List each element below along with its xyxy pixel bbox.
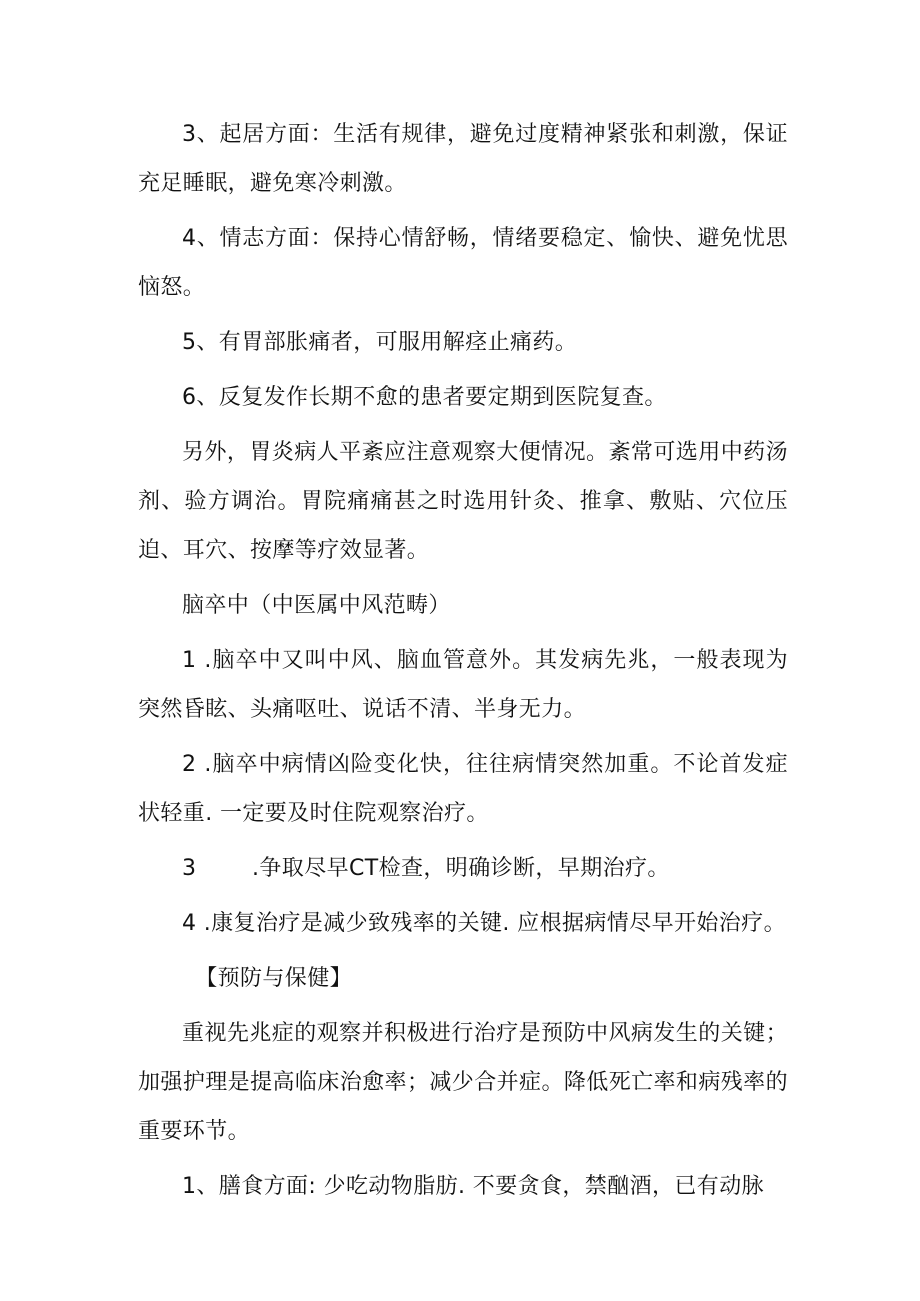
paragraph-stroke-item-2: 2 .脑卒中病情凶险变化快，往往病情突然加重。不论首发症状轻重. 一定要及时住院观察治疗。 [138,752,788,826]
paragraph-stroke-item-1: 1 .脑卒中又叫中风、脑血管意外。其发病先兆，一般表现为突然昏眩、头痛呕吐、说话不清、半身无力。 [138,648,788,722]
paragraph-stroke-item-3 [138,844,788,893]
document-body [138,110,788,1217]
section-heading-prevention: 【预防与保健】 [195,966,352,991]
paragraph-stomach-pain: 5、有胃部胀痛者，可服用解痉止痛药。 [182,330,578,355]
paragraph-stroke-item-4: 4 .康复治疗是减少致残率的关键. 应根据病情尽早开始治疗。 [182,911,786,936]
paragraph-prevention-intro: 重视先兆症的观察并积极进行治疗是预防中风病发生的关键；加强护理是提高临床治愈率；减少合并症。降低死亡率和病残率的重要环节。 [138,1021,788,1144]
paragraph-diet-aspect: 1、膳食方面: 少吃动物脂肪. 不要贪食，禁酗酒，已有动脉 [182,1174,764,1199]
paragraph-living-habits: 3、起居方面：生活有规律，避免过度精神紧张和刺激，保证充足睡眠，避免寒冷刺激。 [138,122,788,196]
paragraph-regular-checkup: 6、反复发作长期不愈的患者要定期到医院复查。 [182,385,667,410]
list-item-text: .争取尽早CT检查，明确诊断，早期治疗。 [252,856,670,881]
paragraph-emotional-aspect: 4、情志方面：保持心情舒畅，情绪要稳定、愉快、避免忧思恼怒。 [138,226,788,300]
list-number: 3 [182,856,197,881]
paragraph-gastritis-notes: 另外，胃炎病人平紊应注意观察大便情况。紊常可选用中药汤剂、验方调治。胃院痛痛甚之时选用针灸、推拿、敷贴、穴位压迫、耳穴、按摩等疗效显著。 [138,440,788,563]
section-heading-stroke: 脑卒中（中医属中风范畴） [182,593,451,618]
